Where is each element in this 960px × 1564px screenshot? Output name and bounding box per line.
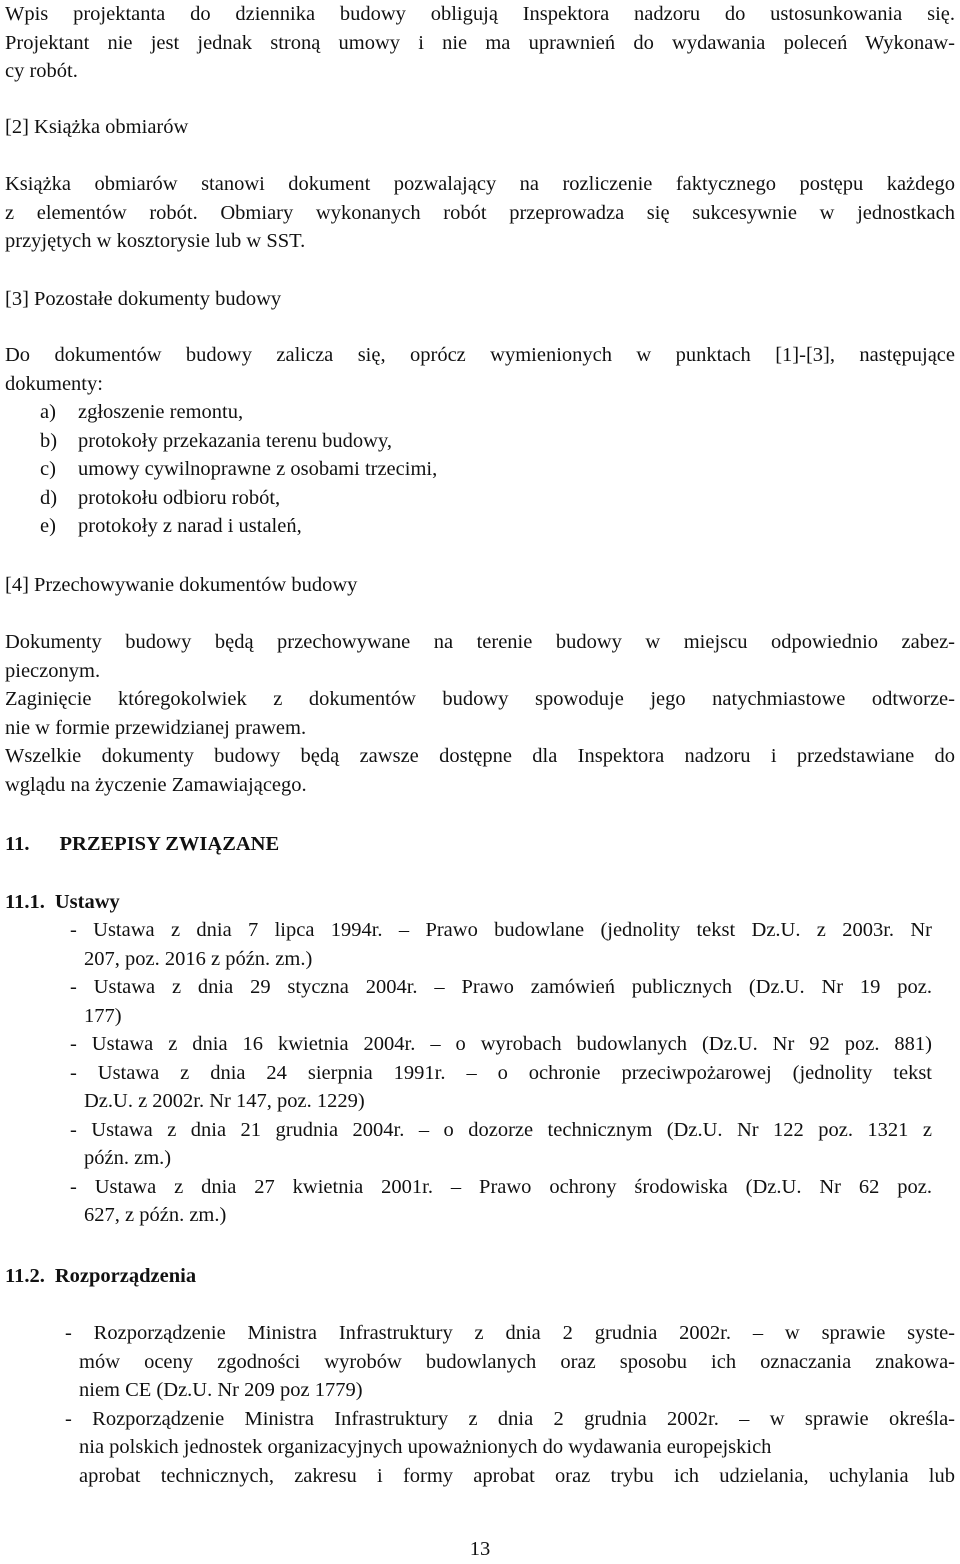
section-11-1-heading <box>5 888 955 917</box>
regulation-line: - Rozporządzenie Ministra Infrastruktury z dnia 2 grudnia 2002r. – w sprawie określa- <box>65 1407 955 1430</box>
law-item <box>70 1030 932 1059</box>
section-3-heading: [3] Pozostałe dokumenty budowy <box>5 288 282 310</box>
regulation-item <box>65 1405 955 1491</box>
list-marker: b) <box>40 429 58 452</box>
regulation-line: - Rozporządzenie Ministra Infrastruktury z dnia 2 grudnia 2002r. – w sprawie syste- <box>65 1322 955 1344</box>
list-marker: d) <box>40 486 58 509</box>
list-item-text: umowy cywilnoprawne z osobami trzecimi, <box>78 458 438 480</box>
list-item-text: zgłoszenie remontu, <box>78 401 244 423</box>
laws-list <box>70 916 932 1230</box>
document-list <box>0 398 437 541</box>
law-item <box>70 1059 932 1116</box>
chapter-11-heading <box>5 830 955 859</box>
section-title: Rozporządzenia <box>54 1265 197 1287</box>
section-11-2-heading <box>5 1262 955 1291</box>
list-item <box>0 427 437 456</box>
section-title: Ustawy <box>54 891 120 913</box>
paragraph-line: Dokumenty budowy będą przechowywane na terenie budowy w miejscu odpowiednio zabez- <box>5 631 955 653</box>
regulation-line: mów oceny zgodności wyrobów budowlanych oraz sposobu ich oznaczania znakowa- <box>79 1350 955 1373</box>
list-item-text: protokołu odbioru robót, <box>78 486 281 509</box>
section-4-heading: [4] Przechowywanie dokumentów budowy <box>5 574 358 596</box>
law-line: 177) <box>84 1004 122 1027</box>
law-line: - Ustawa z dnia 7 lipca 1994r. – Prawo budowlane (jednolity tekst Dz.U. z 2003r. Nr <box>70 919 932 941</box>
section-3-paragraph <box>5 341 955 398</box>
list-item-text: protokoły przekazania terenu budowy, <box>78 429 393 452</box>
law-line: - Ustawa z dnia 27 kwietnia 2001r. – Prawo ochrony środowiska (Dz.U. Nr 62 poz. <box>70 1175 932 1198</box>
law-line: 207, poz. 2016 z późn. zm.) <box>84 947 313 970</box>
regulation-line: nia polskich jednostek organizacyjnych upoważnionych do wydawania europejskich <box>79 1436 772 1458</box>
paragraph-line: nie w formie przewidzianej prawem. <box>5 716 307 739</box>
intro-line: Wpis projektanta do dziennika budowy obligują Inspektora nadzoru do ustosunkowania się. <box>5 3 955 25</box>
law-line: - Ustawa z dnia 16 kwietnia 2004r. – o wyrobach budowlanych (Dz.U. Nr 92 poz. 881) <box>70 1033 932 1055</box>
intro-paragraph <box>5 0 955 86</box>
list-item <box>0 398 437 427</box>
intro-line: cy robót. <box>5 60 78 82</box>
paragraph-line: dokumenty: <box>5 372 103 395</box>
list-item-text: protokoły z narad i ustaleń, <box>78 515 302 537</box>
section-2-paragraph <box>5 170 955 256</box>
law-line: późn. zm.) <box>84 1147 172 1169</box>
list-marker: c) <box>40 458 56 480</box>
chapter-number: 11. <box>5 833 30 855</box>
intro-line: Projektant nie jest jednak stroną umowy i nie ma uprawnień do wydawania poleceń Wykonaw- <box>5 31 955 54</box>
paragraph-line: z elementów robót. Obmiary wykonanych robót przeprowadza się sukcesywnie w jednostkach <box>5 201 955 224</box>
paragraph-line: Do dokumentów budowy zalicza się, oprócz wymienionych w punktach [1]-[3], następujące <box>5 344 955 366</box>
page-number: 13 <box>469 1538 491 1560</box>
section-number: 11.1. <box>5 891 45 913</box>
paragraph-line: wglądu na życzenie Zamawiającego. <box>5 773 307 796</box>
regulation-line: niem CE (Dz.U. Nr 209 poz 1779) <box>79 1379 363 1401</box>
section-2-heading: [2] Książka obmiarów <box>5 116 189 138</box>
paragraph-line: pieczonym. <box>5 659 101 682</box>
paragraph-line: Książka obmiarów stanowi dokument pozwalający na rozliczenie faktycznego postępu każdego <box>5 173 955 195</box>
section-number: 11.2. <box>5 1265 45 1287</box>
law-item <box>70 1116 932 1173</box>
section-4-paragraphs <box>5 628 955 799</box>
law-item <box>70 1173 932 1230</box>
list-item <box>0 512 437 541</box>
regulations-list <box>65 1319 955 1490</box>
law-line: - Ustawa z dnia 24 sierpnia 1991r. – o ochronie przeciwpożarowej (jednolity tekst <box>70 1061 932 1084</box>
law-line: - Ustawa z dnia 29 styczna 2004r. – Prawo zamówień publicznych (Dz.U. Nr 19 poz. <box>70 976 932 998</box>
law-line: - Ustawa z dnia 21 grudnia 2004r. – o dozorze technicznym (Dz.U. Nr 122 poz. 1321 z <box>70 1118 932 1141</box>
paragraph-line: Zaginięcie któregokolwiek z dokumentów budowy spowoduje jego natychmiastowe odtworze- <box>5 688 955 710</box>
regulation-item <box>65 1319 955 1405</box>
paragraph-line: przyjętych w kosztorysie lub w SST. <box>5 230 306 252</box>
list-item <box>0 484 437 513</box>
law-line: 627, z późn. zm.) <box>84 1204 227 1226</box>
list-marker: e) <box>40 515 56 537</box>
law-item <box>70 973 932 1030</box>
chapter-title: PRZEPISY ZWIĄZANE <box>59 833 280 855</box>
law-item <box>70 916 932 973</box>
list-item <box>0 455 437 484</box>
regulation-line: aprobat technicznych, zakresu i formy aprobat oraz trybu ich udzielania, uchylania lub <box>79 1464 955 1487</box>
list-marker: a) <box>40 401 56 423</box>
law-line: Dz.U. z 2002r. Nr 147, poz. 1229) <box>84 1090 365 1112</box>
paragraph-line: Wszelkie dokumenty budowy będą zawsze dostępne dla Inspektora nadzoru i przedstawiane do <box>5 745 955 767</box>
